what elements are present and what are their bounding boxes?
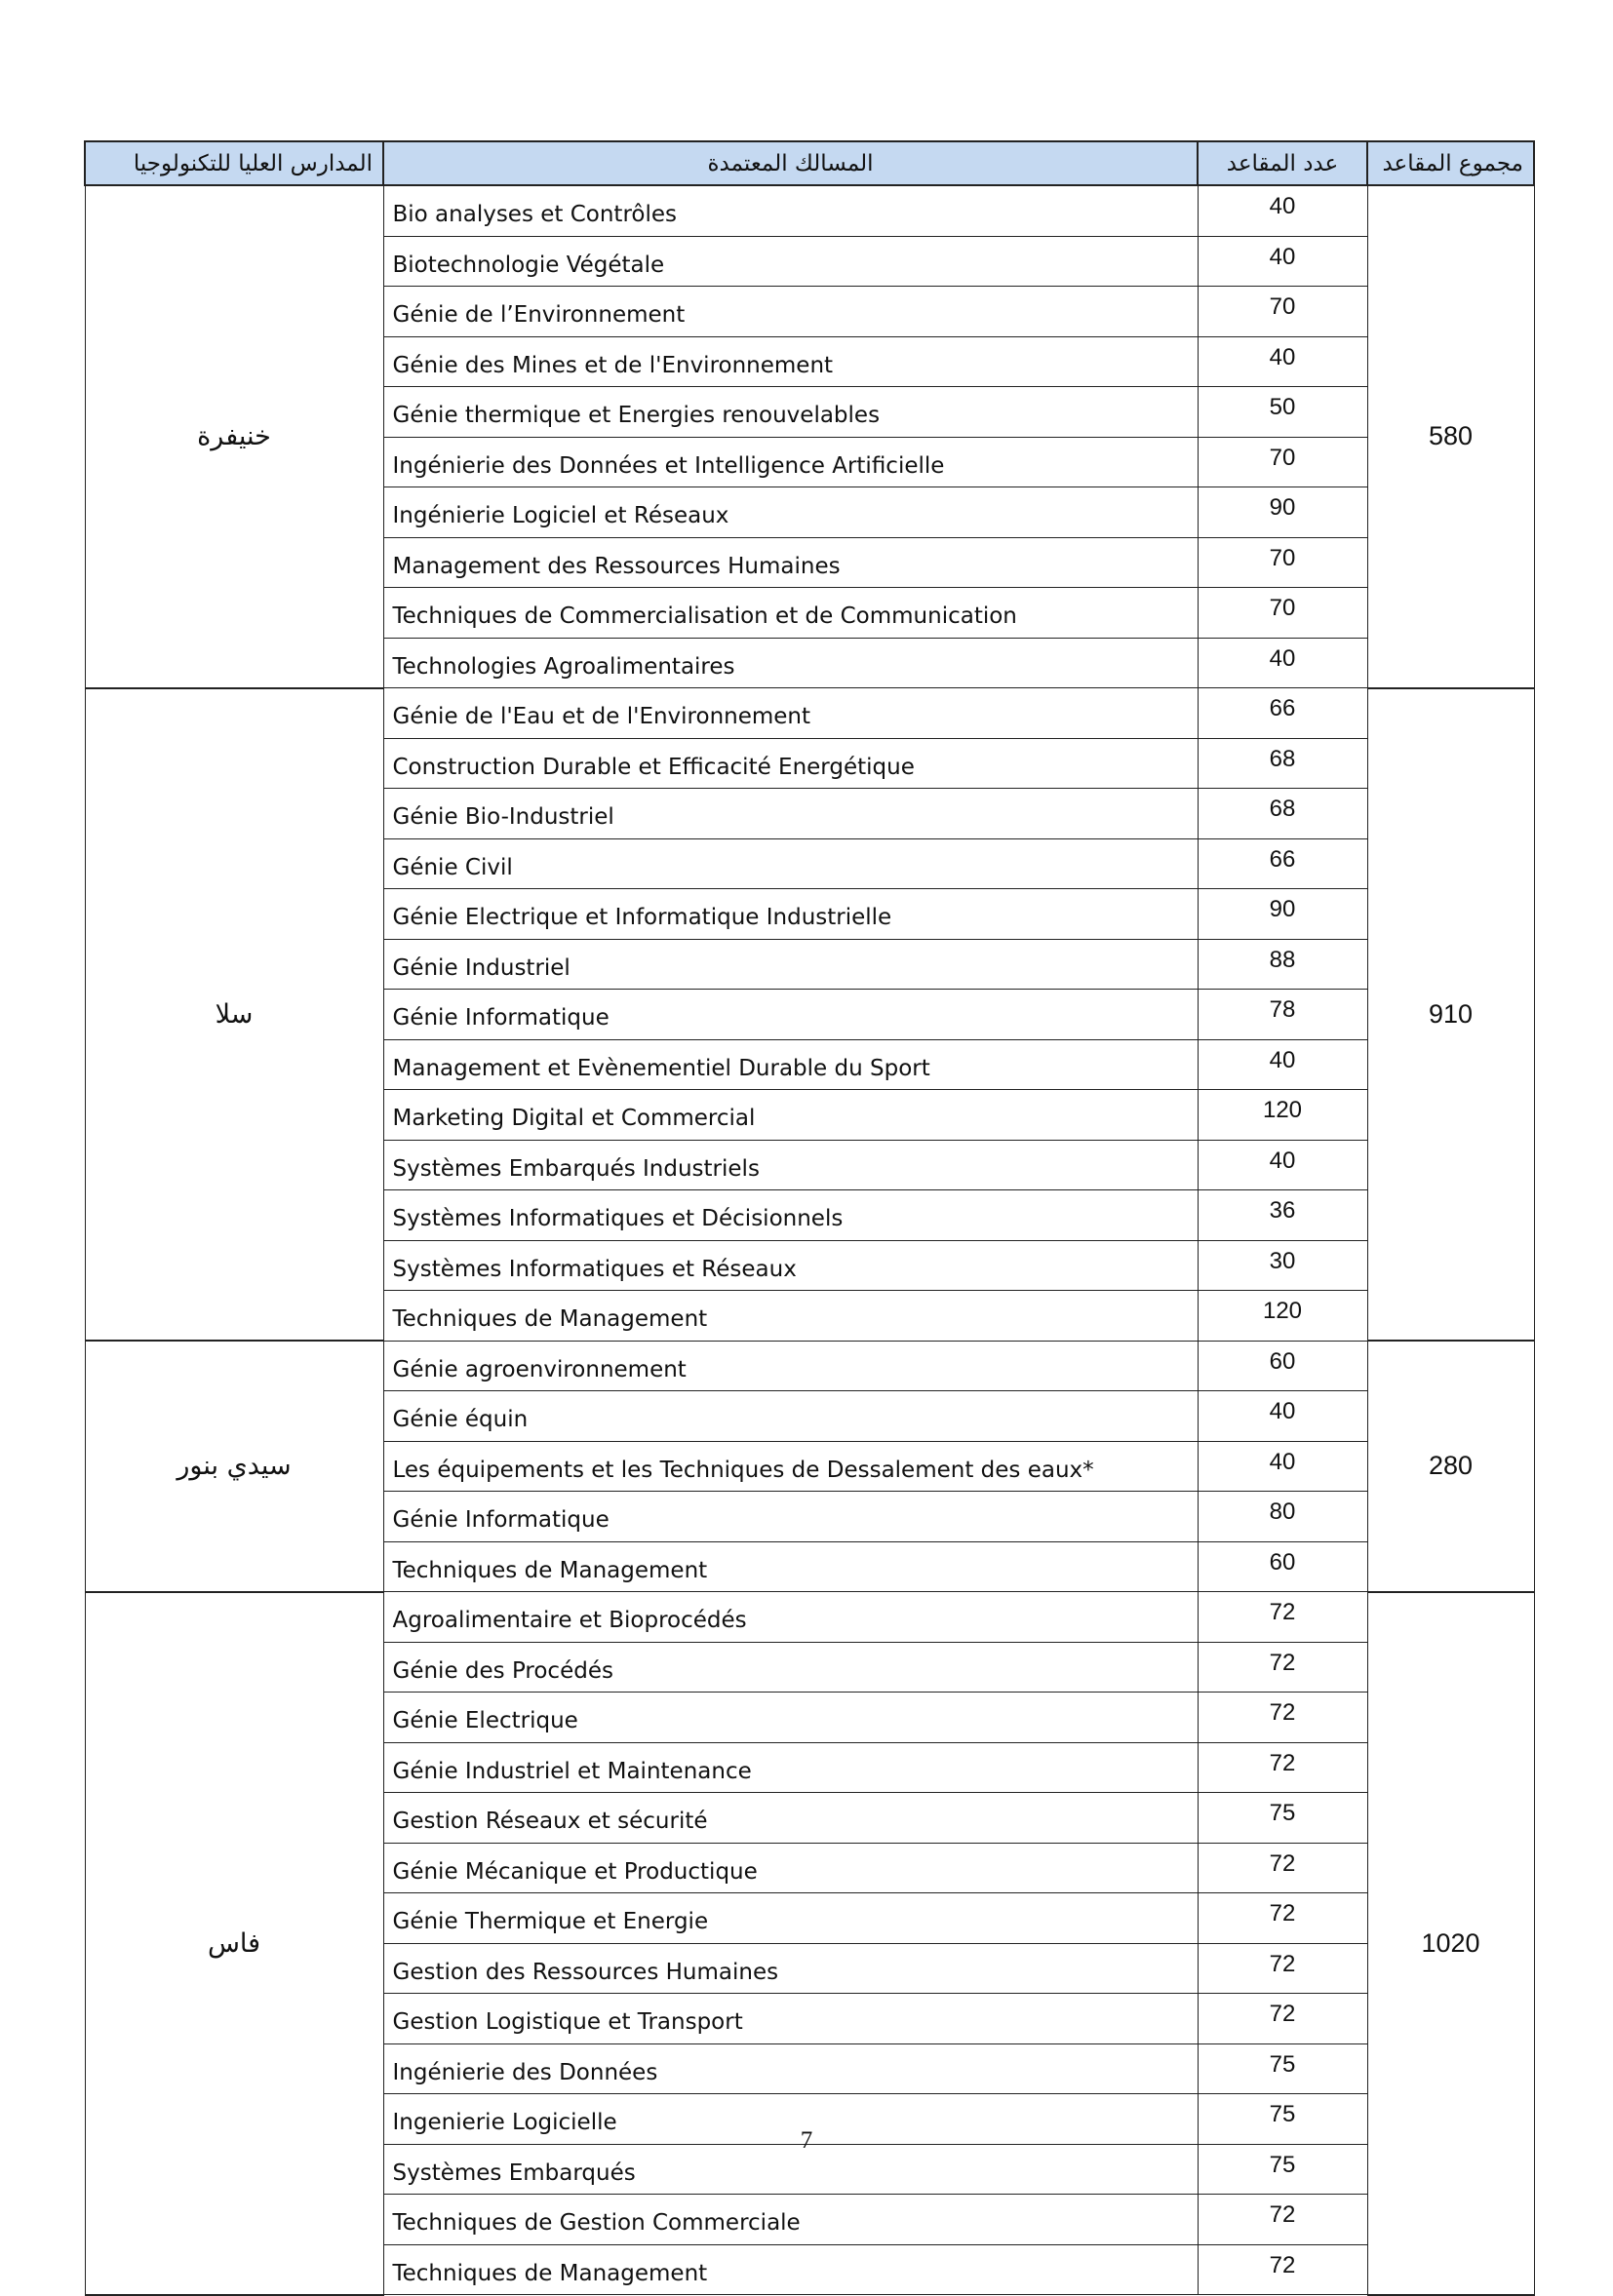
seat-count-cell: 80 <box>1198 1492 1367 1542</box>
program-name-cell: Ingenierie Logicielle <box>383 2094 1198 2145</box>
seat-count-cell: 75 <box>1198 2094 1367 2145</box>
seat-count-cell: 72 <box>1198 1693 1367 1743</box>
program-name-cell: Agroalimentaire et Bioprocédés <box>383 1592 1198 1643</box>
header-seats: عدد المقاعد <box>1198 141 1367 185</box>
table-row <box>85 1592 1534 1643</box>
program-name-cell: Biotechnologie Végétale <box>383 236 1198 287</box>
program-name-cell: Techniques de Management <box>383 1291 1198 1342</box>
seat-count-cell: 72 <box>1198 1994 1367 2044</box>
seat-count-cell: 70 <box>1198 588 1367 639</box>
school-name-cell: سيدي بنور <box>85 1341 383 1592</box>
schools-seats-table <box>84 140 1535 2296</box>
seat-count-cell: 70 <box>1198 437 1367 487</box>
seat-count-cell: 72 <box>1198 1843 1367 1893</box>
seat-count-cell: 40 <box>1198 1441 1367 1492</box>
seat-count-cell: 68 <box>1198 738 1367 789</box>
seat-count-cell: 68 <box>1198 789 1367 839</box>
table-row <box>85 1341 1534 1391</box>
table-header-row <box>85 141 1534 185</box>
table-row <box>85 185 1534 236</box>
seat-count-cell: 66 <box>1198 838 1367 889</box>
program-name-cell: Techniques de Management <box>383 1541 1198 1592</box>
program-name-cell: Techniques de Commercialisation et de Communication <box>383 588 1198 639</box>
program-name-cell: Les équipements et les Techniques de Dessalement des eaux* <box>383 1441 1198 1492</box>
seat-count-cell: 36 <box>1198 1190 1367 1241</box>
program-name-cell: Techniques de Gestion Commerciale <box>383 2195 1198 2245</box>
program-name-cell: Génie agroenvironnement <box>383 1341 1198 1391</box>
program-name-cell: Systèmes Informatiques et Décisionnels <box>383 1190 1198 1241</box>
seat-count-cell: 30 <box>1198 1240 1367 1291</box>
program-name-cell: Technologies Agroalimentaires <box>383 638 1198 688</box>
seat-count-cell: 75 <box>1198 1793 1367 1844</box>
program-name-cell: Management des Ressources Humaines <box>383 537 1198 588</box>
seat-count-cell: 72 <box>1198 1893 1367 1944</box>
table-row <box>85 688 1534 739</box>
program-name-cell: Génie Electrique <box>383 1693 1198 1743</box>
school-total-cell: 580 <box>1367 185 1534 688</box>
program-name-cell: Systèmes Embarqués <box>383 2144 1198 2195</box>
seat-count-cell: 72 <box>1198 2244 1367 2295</box>
program-name-cell: Génie Industriel <box>383 939 1198 990</box>
school-name-cell: خنيفرة <box>85 185 383 688</box>
header-program: المسالك المعتمدة <box>383 141 1198 185</box>
school-name-cell: فاس <box>85 1592 383 2295</box>
seat-count-cell: 40 <box>1198 1140 1367 1190</box>
program-name-cell: Génie de l’Environnement <box>383 287 1198 337</box>
program-name-cell: Génie thermique et Energies renouvelables <box>383 387 1198 438</box>
program-name-cell: Gestion Réseaux et sécurité <box>383 1793 1198 1844</box>
seat-count-cell: 40 <box>1198 1391 1367 1442</box>
seat-count-cell: 60 <box>1198 1541 1367 1592</box>
seat-count-cell: 72 <box>1198 2195 1367 2245</box>
program-name-cell: Gestion des Ressources Humaines <box>383 1943 1198 1994</box>
seat-count-cell: 50 <box>1198 387 1367 438</box>
page-number: 7 <box>800 2127 813 2154</box>
program-name-cell: Systèmes Embarqués Industriels <box>383 1140 1198 1190</box>
program-name-cell: Construction Durable et Efficacité Energétique <box>383 738 1198 789</box>
program-name-cell: Ingénierie des Données <box>383 2043 1198 2094</box>
program-name-cell: Systèmes Informatiques et Réseaux <box>383 1240 1198 1291</box>
seat-count-cell: 40 <box>1198 638 1367 688</box>
seat-count-cell: 70 <box>1198 537 1367 588</box>
school-total-cell: 280 <box>1367 1341 1534 1592</box>
table-body <box>85 185 1534 2295</box>
program-name-cell: Génie Industriel et Maintenance <box>383 1742 1198 1793</box>
program-name-cell: Génie des Mines et de l'Environnement <box>383 336 1198 387</box>
program-name-cell: Génie des Procédés <box>383 1642 1198 1693</box>
program-name-cell: Marketing Digital et Commercial <box>383 1090 1198 1141</box>
seat-count-cell: 75 <box>1198 2144 1367 2195</box>
seat-count-cell: 40 <box>1198 336 1367 387</box>
seat-count-cell: 72 <box>1198 1642 1367 1693</box>
seat-count-cell: 90 <box>1198 487 1367 538</box>
seat-count-cell: 88 <box>1198 939 1367 990</box>
program-name-cell: Génie Mécanique et Productique <box>383 1843 1198 1893</box>
program-name-cell: Génie Electrique et Informatique Industrielle <box>383 889 1198 940</box>
seat-count-cell: 66 <box>1198 688 1367 739</box>
school-name-cell: سلا <box>85 688 383 1342</box>
program-name-cell: Génie Informatique <box>383 990 1198 1040</box>
seat-count-cell: 75 <box>1198 2043 1367 2094</box>
seat-count-cell: 72 <box>1198 1742 1367 1793</box>
header-school: المدارس العليا للتكنولوجيا <box>85 141 383 185</box>
program-name-cell: Bio analyses et Contrôles <box>383 185 1198 236</box>
seat-count-cell: 40 <box>1198 185 1367 236</box>
program-name-cell: Génie équin <box>383 1391 1198 1442</box>
seat-count-cell: 70 <box>1198 287 1367 337</box>
program-name-cell: Techniques de Management <box>383 2244 1198 2295</box>
program-name-cell: Génie Informatique <box>383 1492 1198 1542</box>
program-name-cell: Génie Thermique et Energie <box>383 1893 1198 1944</box>
header-total: مجموع المقاعد <box>1367 141 1534 185</box>
program-name-cell: Génie Bio-Industriel <box>383 789 1198 839</box>
program-name-cell: Génie de l'Eau et de l'Environnement <box>383 688 1198 739</box>
seat-count-cell: 40 <box>1198 236 1367 287</box>
program-name-cell: Ingénierie Logiciel et Réseaux <box>383 487 1198 538</box>
seat-count-cell: 40 <box>1198 1039 1367 1090</box>
seat-count-cell: 72 <box>1198 1592 1367 1643</box>
seat-count-cell: 120 <box>1198 1291 1367 1342</box>
school-total-cell: 910 <box>1367 688 1534 1342</box>
seat-count-cell: 60 <box>1198 1341 1367 1391</box>
seat-count-cell: 72 <box>1198 1943 1367 1994</box>
seat-count-cell: 90 <box>1198 889 1367 940</box>
program-name-cell: Ingénierie des Données et Intelligence Artificielle <box>383 437 1198 487</box>
program-name-cell: Gestion Logistique et Transport <box>383 1994 1198 2044</box>
school-total-cell: 1020 <box>1367 1592 1534 2295</box>
seat-count-cell: 78 <box>1198 990 1367 1040</box>
program-name-cell: Management et Evènementiel Durable du Sport <box>383 1039 1198 1090</box>
program-name-cell: Génie Civil <box>383 838 1198 889</box>
seat-count-cell: 120 <box>1198 1090 1367 1141</box>
